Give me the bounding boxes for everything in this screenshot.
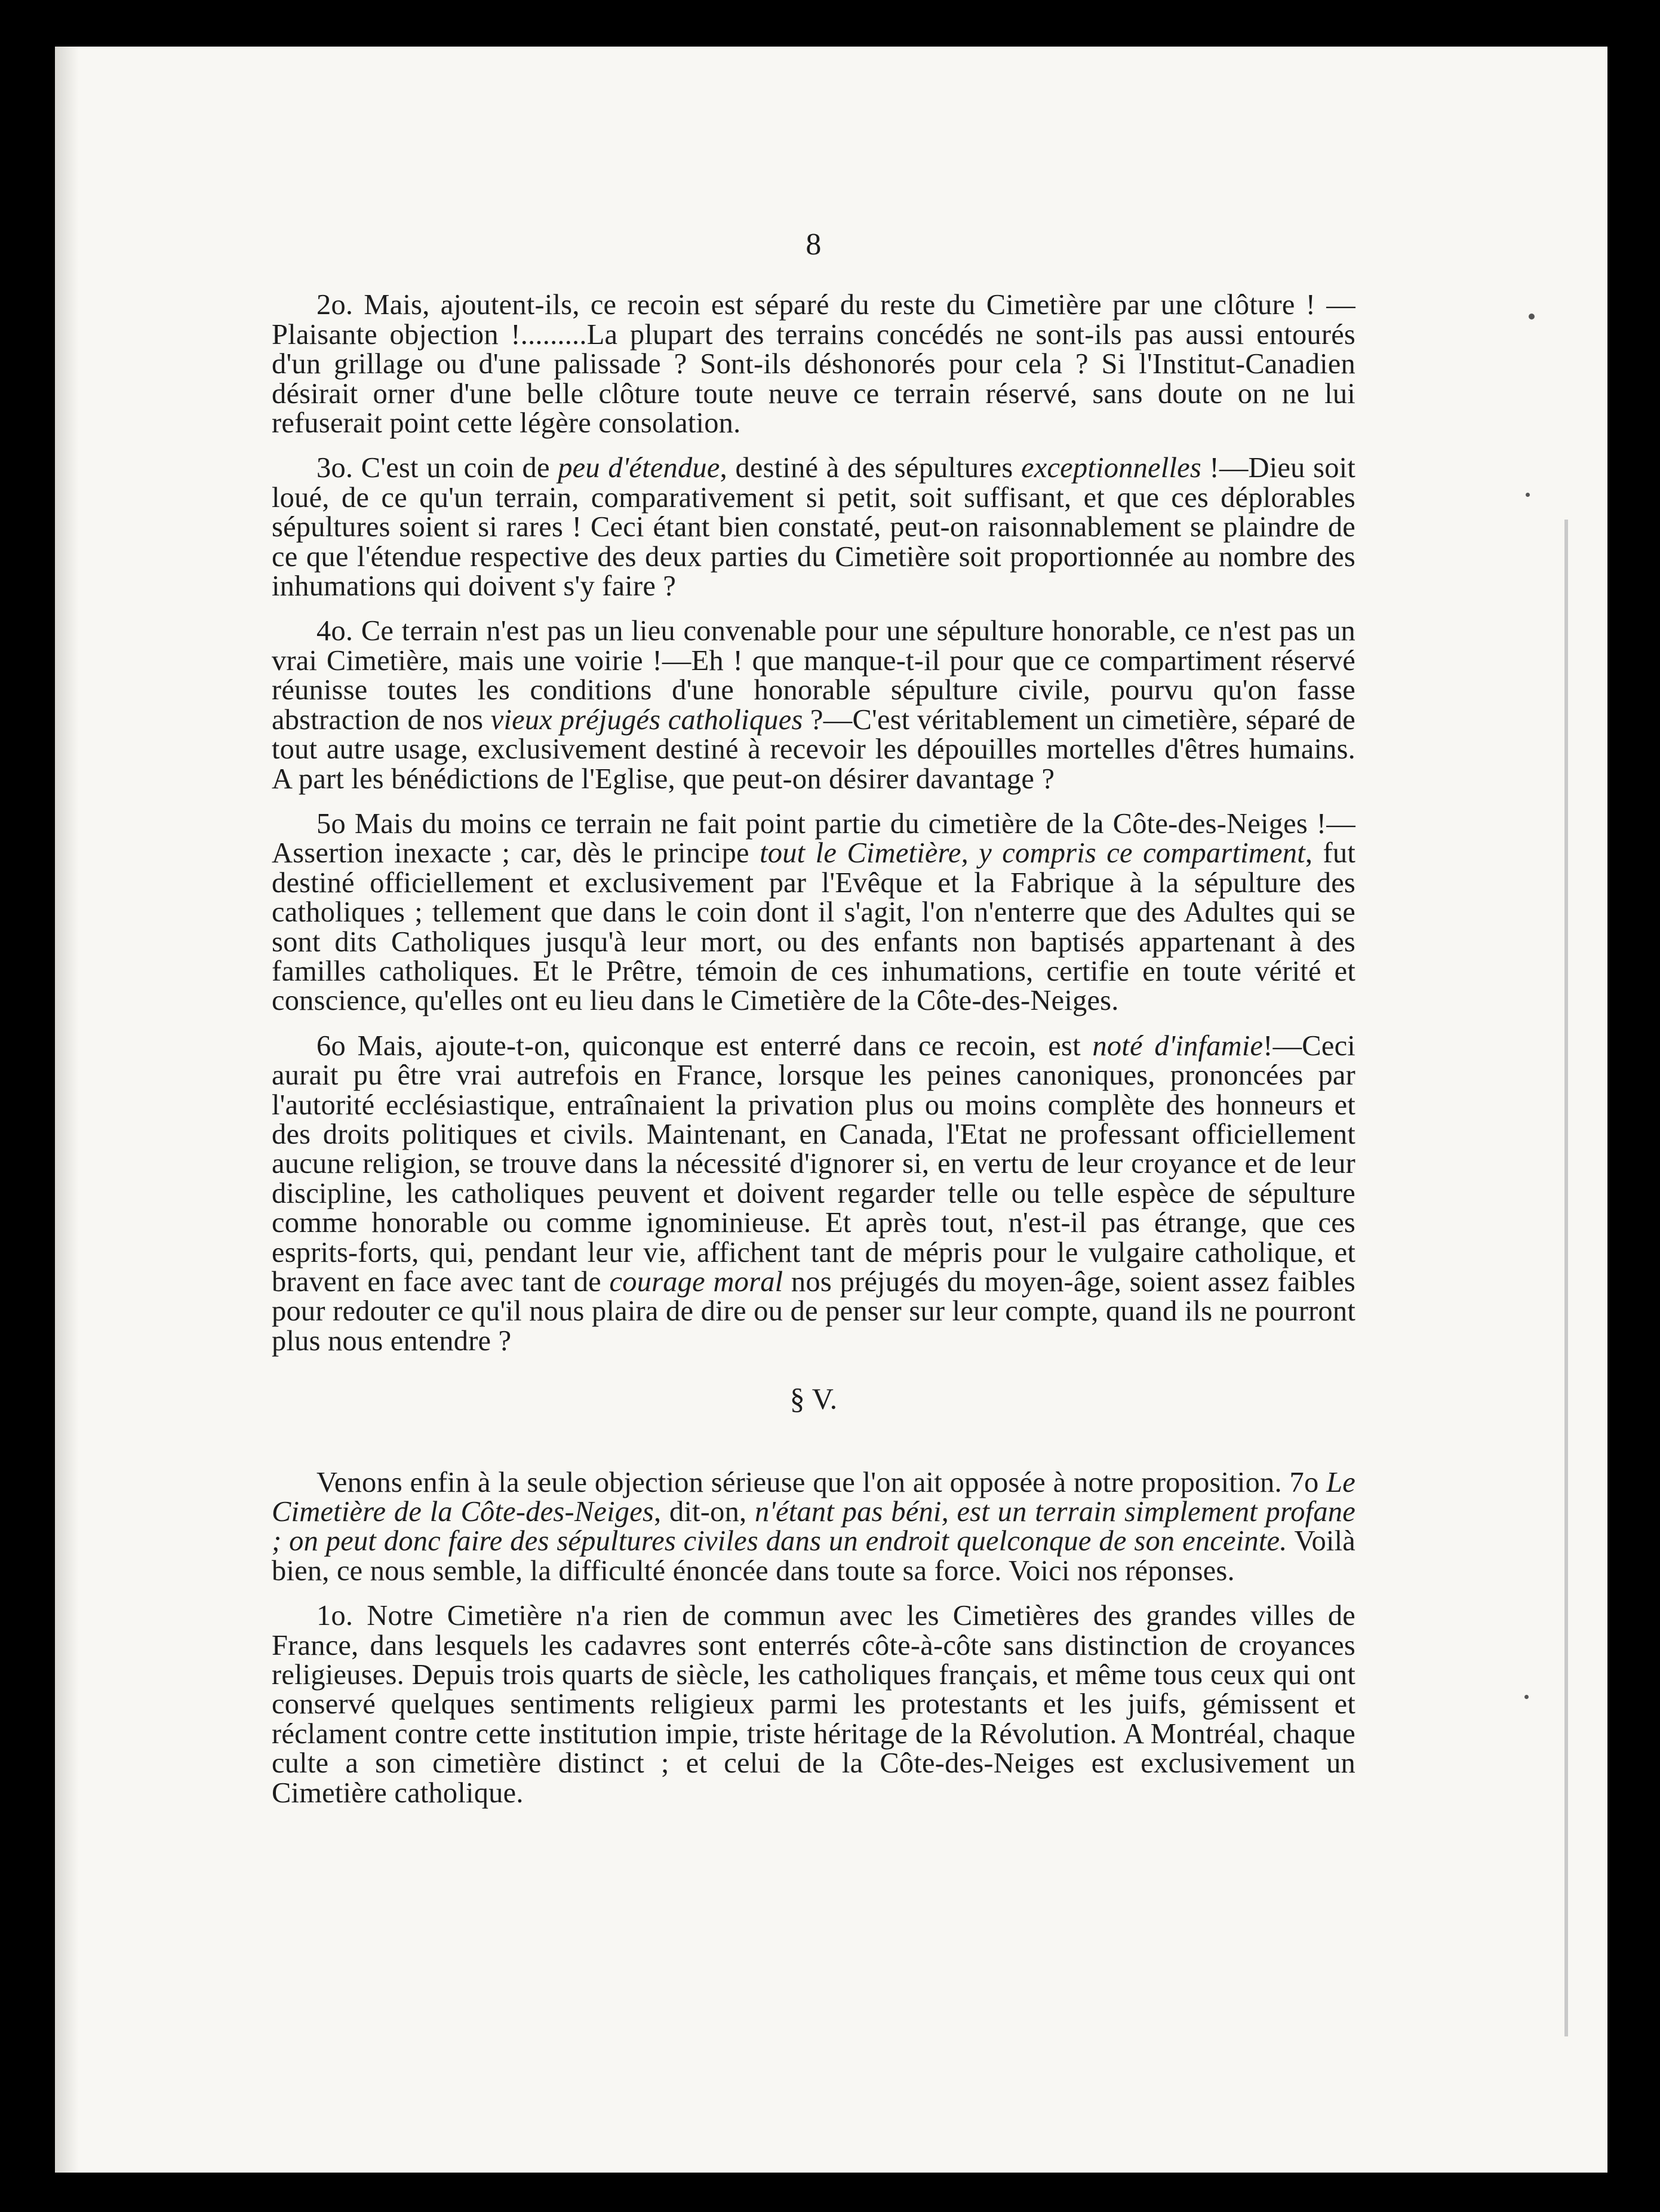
text-run: , destiné à des sépultures xyxy=(720,452,1021,484)
italic-text: peu d'étendue xyxy=(558,452,720,484)
italic-text: n'étant pas béni, est un terrain simplement profane ; on peut donc faire des sépultures civiles dans un endroit quelconque de son enceinte. xyxy=(272,1496,1355,1557)
italic-text: tout le Cimetière, y compris ce compartiment xyxy=(760,837,1305,870)
paragraph xyxy=(272,1031,1355,1356)
text-run: , dit-on, xyxy=(654,1496,755,1528)
text-run: Voilà bien, ce nous semble, la difficulté énoncée dans toute sa force. Voici nos réponses. xyxy=(272,1525,1356,1587)
scan-speck xyxy=(1524,1695,1529,1699)
italic-text: courage moral xyxy=(609,1266,783,1298)
section-heading: § V. xyxy=(789,1382,838,1416)
text-run: ?—C'est véritablement un cimetière, séparé de tout autre usage, exclusivement destiné à recevoir les dépouilles mortelles d'êtres humains. A part les bénédictions de l'Eglise, que peut-on désirer davantage ? xyxy=(272,703,1355,795)
scan-speck xyxy=(1526,493,1530,497)
paragraph xyxy=(272,453,1355,601)
paragraph xyxy=(272,809,1355,1016)
paragraphs-group-1 xyxy=(272,290,1355,1356)
paragraph xyxy=(272,1468,1355,1586)
text-run: 5o Mais du moins ce terrain ne fait point partie du cimetière de la Côte-des-Neiges !—Assertion inexacte ; car, dès le principe xyxy=(272,807,1355,870)
document-body xyxy=(272,230,1355,1823)
text-run: 1o. Notre Cimetière n'a rien de commun avec les Cimetières des grandes villes de France, dans lesquels les cadavres sont enterrés côte-à-côte sans distinction de croyances religieuses. Depuis trois quarts de siècle, les catholiques français, et même tous ceux qui ont conservé quelques sentiments religieux parmi les protestants et les juifs, gémissent et réclament contre cette institution impie, triste héritage de la Révolution. A Montréal, chaque culte a son cimetière distinct ; et celui de la Côte-des-Neiges est exclusivement un Cimetière catholique. xyxy=(272,1600,1355,1809)
text-run: !—Dieu soit loué, de ce qu'un terrain, comparativement si petit, soit suffisant, et que ces déplorables sépultures soient si rares ! Ceci étant bien constaté, peut-on raisonnablement se plaindre de ce que l'étendue respective des deux parties du Cimetière soit proportionnée au nombre des inhumations qui doivent s'y faire ? xyxy=(272,452,1355,603)
paragraph xyxy=(272,290,1355,438)
page-edge-shadow xyxy=(55,47,79,2173)
text-run: 2o. Mais, ajoutent-ils, ce recoin est séparé du reste du Cimetière par une clôture ! — Plaisante objection !.........La plupart des terrains concédés ne sont-ils pas aussi entourés d'un grillage ou d'une palissade ? Sont-ils déshonorés pour cela ? Si l'Institut-Canadien désirait orner d'une belle clôture toute neuve ce terrain réservé, sans doute on ne lui refuserait point cette légère consolation. xyxy=(272,289,1355,440)
text-run: Venons enfin à la seule objection sérieuse que l'on ait opposée à notre proposition. 7o xyxy=(316,1466,1327,1498)
page-fold-line xyxy=(1564,520,1568,2036)
italic-text: vieux préjugés catholiques xyxy=(490,703,803,736)
paragraph xyxy=(272,1601,1355,1808)
text-run: , fut destiné officiellement et exclusivement par l'Evêque et la Fabrique à la sépulture des catholiques ; tellement que dans le coin dont il s'agit, l'on n'enterre que des Adultes qui se sont dits Catholiques jusqu'à leur mort, ou des enfants non baptisés appartenant à des familles catholiques. Et le Prêtre, témoin de ces inhumations, certifie en toute vérité et conscience, qu'elles ont eu lieu dans le Cimetière de la Côte-des-Neiges. xyxy=(272,837,1355,1017)
text-run: !—Ceci aurait pu être vrai autrefois en France, lorsque les peines canoniques, prononcées par l'autorité ecclésiastique, entraînaient la privation plus ou moins complète des honneurs et des droits politiques et civils. Maintenant, en Canada, l'Etat ne professant officiellement aucune religion, se trouve dans la nécessité d'ignorer si, en vertu de leur croyance et de leur discipline, les catholiques peuvent et doivent regarder telle ou telle espèce de sépulture comme honorable ou comme ignominieuse. Et après tout, n'est-il pas étrange, que ces esprits-forts, qui, pendant leur vie, affichent tant de mépris pour le vulgaire catholique, et bravent en face avec tant de xyxy=(272,1030,1355,1298)
italic-text: exceptionnelles xyxy=(1021,452,1201,484)
text-run: nos préjugés du moyen-âge, soient assez faibles pour redouter ce qu'il nous plaira de dire ou de penser sur leur compte, quand ils ne pourront plus nous entendre ? xyxy=(272,1266,1355,1357)
scan-speck xyxy=(1529,314,1535,319)
text-run: 4o. Ce terrain n'est pas un lieu convenable pour une sépulture honorable, ce n'est pas un vrai Cimetière, mais une voirie !—Eh ! que manque-t-il pour que ce compartiment réservé réunisse toutes les conditions d'une honorable sépulture civile, pourvu qu'on fasse abstraction de nos xyxy=(272,615,1355,736)
italic-text: Le Cimetière de la Côte-des-Neiges xyxy=(272,1466,1355,1528)
paragraph xyxy=(272,616,1355,793)
italic-text: noté d'infamie xyxy=(1092,1030,1264,1062)
paragraphs-group-2 xyxy=(272,1468,1355,1808)
text-run: 3o. C'est un coin de xyxy=(316,452,558,484)
text-run: 6o Mais, ajoute-t-on, quiconque est enterré dans ce recoin, est xyxy=(316,1030,1093,1062)
page-number: 8 xyxy=(806,228,822,262)
